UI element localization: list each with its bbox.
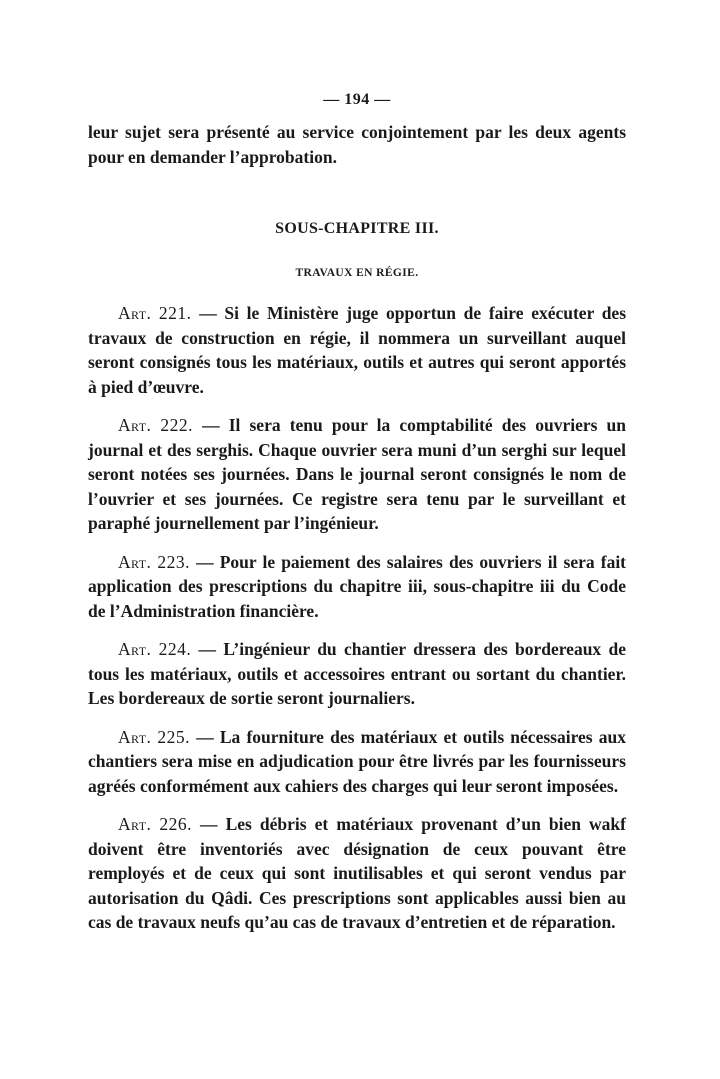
chapter-title: SOUS-CHAPITRE III.	[275, 220, 439, 237]
article-label: Art.	[118, 415, 152, 435]
article-label: Art.	[118, 726, 152, 747]
article-text: — Il sera tenu pour la comptabilité des ouvriers un journal et des serghis. Chaque ouvrier sera muni d’un serghi sur lequel seront notées ses journées. Dans le journal seront consignés le nom de l’ouvrier et ses journées. Ce registre sera tenu par le surveillant et paraphé journellement par l’ingénieur.	[88, 415, 627, 533]
article-221	[88, 301, 626, 399]
article-number: 226.	[159, 814, 192, 834]
article-label: Art.	[118, 303, 152, 323]
article-222	[88, 413, 626, 536]
article-text: — La fourniture des matériaux et outils nécessaires aux chantiers sera mise en adjudication pour être livrés par les fournisseurs agréés conformément aux cahiers des charges qui leur seront imposées.	[88, 726, 627, 796]
article-number: 225.	[157, 726, 191, 747]
article-223	[88, 550, 626, 624]
document-page	[88, 88, 626, 935]
article-224	[88, 637, 626, 711]
article-number: 221.	[158, 303, 192, 323]
article-text: — Les débris et matériaux provenant d’un bien wakf doivent être inventoriés avec désignation de ceux pouvant être remployés et de ceux qui sont inutilisables et qui seront vendus par autorisation du Qâdi. Ces prescriptions sont applicables aussi bien au cas de travaux neufs qu’au cas de travaux d’entretien et de réparation.	[88, 814, 626, 932]
article-label: Art.	[118, 814, 152, 834]
article-number: 224.	[158, 639, 192, 659]
article-226	[88, 812, 626, 935]
article-number: 222.	[160, 415, 193, 435]
chapter-subtitle: TRAVAUX EN RÉGIE.	[295, 267, 419, 279]
article-225	[88, 725, 626, 799]
article-text: — Si le Ministère juge opportun de faire exécuter des travaux de construction en régie, il nommera un surveillant auquel seront consignés tous les matériaux, outils et autres qui seront apportés à pied d’œuvre.	[88, 303, 627, 397]
intro-paragraph: leur sujet sera présenté au service conjointement par les deux agents pour en demander l’approbation.	[88, 122, 626, 167]
article-label: Art.	[118, 551, 152, 572]
page-number: — 194 —	[323, 91, 391, 108]
article-number: 223.	[157, 551, 190, 572]
article-label: Art.	[118, 639, 152, 659]
article-text: — L’ingénieur du chantier dressera des bordereaux de tous les matériaux, outils et accessoires entrant ou sortant du chantier. Les bordereaux de sortie seront journaliers.	[88, 639, 627, 708]
article-text: — Pour le paiement des salaires des ouvriers il sera fait application des prescriptions du chapitre iii, sous-chapitre iii du Code de l’Administration financière.	[88, 551, 627, 621]
